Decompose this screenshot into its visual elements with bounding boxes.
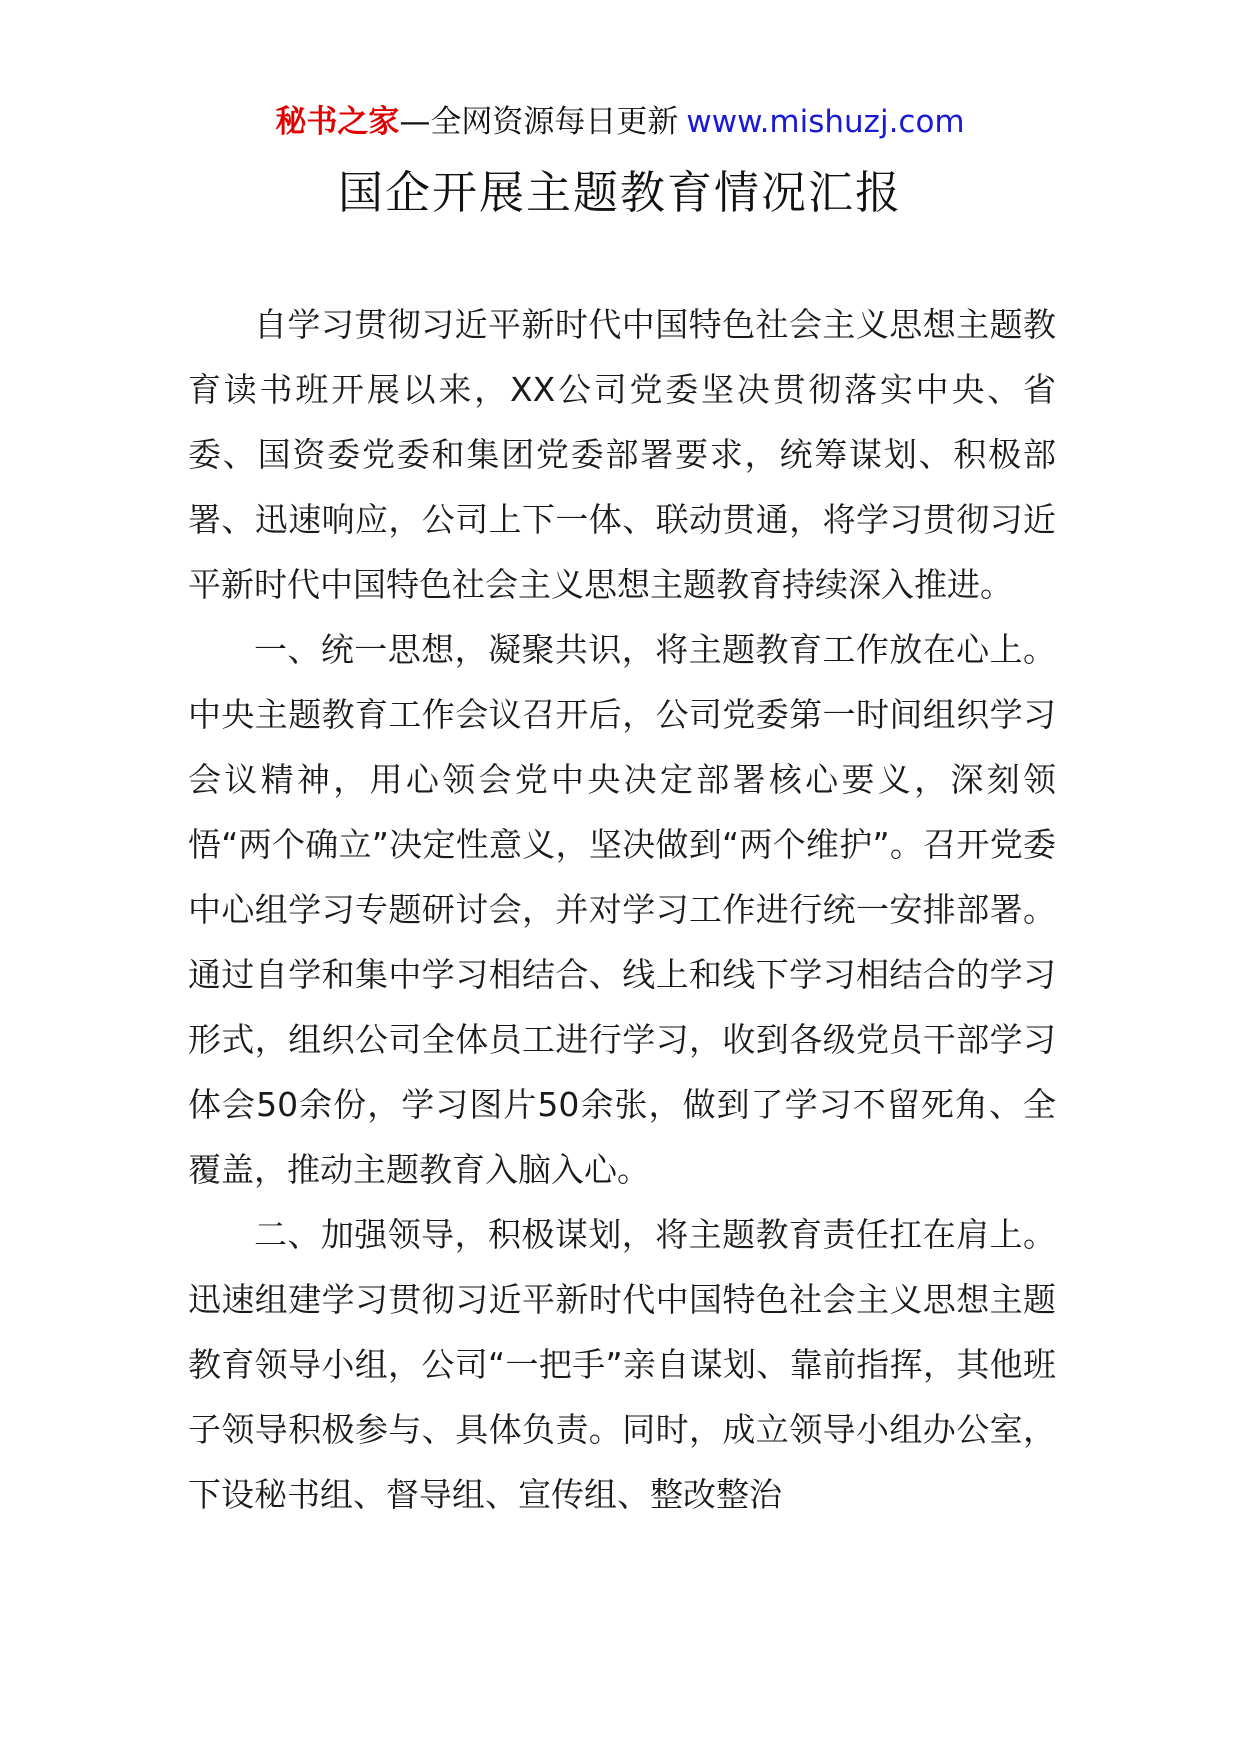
site-url-link[interactable]: www.mishuzj.com (686, 104, 965, 140)
document-title: 国企开展主题教育情况汇报 (337, 166, 902, 219)
site-brand: 秘书之家 (275, 104, 400, 140)
section-heading: 一、统一思想，凝聚共识，将主题教育工作放在心上。 (254, 630, 1056, 669)
paragraph-section-2 (188, 1202, 1056, 1527)
paragraph-text: 自学习贯彻习近平新时代中国特色社会主义思想主题教育读书班开展以来，XX公司党委坚决贯彻落实中央、省委、国资委党委和集团党委部署要求，统筹谋划、积极部署、迅速响应，公司上下一体、联动贯通，将学习贯彻习近平新时代中国特色社会主义思想主题教育持续深入推进。 (188, 305, 1056, 604)
site-tagline: —全网资源每日更新 (399, 104, 679, 140)
section-heading: 二、加强领导，积极谋划，将主题教育责任扛在肩上。 (254, 1215, 1056, 1254)
paragraph-text: 迅速组建学习贯彻习近平新时代中国特色社会主义思想主题教育领导小组，公司“一把手”亲自谋划、靠前指挥，其他班子领导积极参与、具体负责。同时，成立领导小组办公室，下设秘书组、督导组、宣传组、整改整治 (188, 1280, 1056, 1514)
document-body (188, 292, 1056, 1527)
paragraph-text: 中央主题教育工作会议召开后，公司党委第一时间组织学习会议精神，用心领会党中央决定部署核心要义，深刻领悟“两个确立”决定性意义，坚决做到“两个维护”。召开党委中心组学习专题研讨会，并对学习工作进行统一安排部署。通过自学和集中学习相结合、线上和线下学习相结合的学习形式，组织公司全体员工进行学习，收到各级党员干部学习体会50余份，学习图片50余张，做到了学习不留死角、全覆盖，推动主题教育入脑入心。 (188, 695, 1056, 1189)
paragraph-intro (188, 292, 1056, 617)
site-header (0, 100, 1240, 144)
paragraph-section-1 (188, 617, 1056, 1202)
